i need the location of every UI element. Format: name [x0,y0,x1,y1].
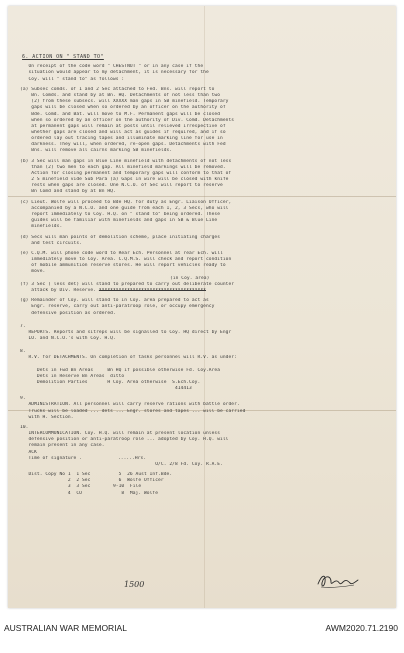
paragraph-e: (e) C.Q.M. will phone code word to Rear Ech. Personnel at rear Ech. will immediately move to Coy. Area. C.Q.M.S. will check and report condition of mobile ammunition reserve stores. He will report vehicles ready to move. [20,251,232,275]
intro-paragraph: On receipt of the code word " CHESTNUT " or in any case if the situation would appear to my detachment, it is necessary for the Coy. will " stand to" as follows : [20,64,209,82]
paragraph-a: (a) Subsec comds. of 1 and 2 Sec attached to Fed. Bns. will report to Bn. Comds. and stand by at Bn. HQ. Detachments of not less than two (2) from these subsecs. will XXXXX man gaps in SB minefield. Temporary gaps will be closed when so ordered by an officer on the authority of Bde. Comd. and Bat. will move to M.F. Permanent gaps will be closed when so ordered by an officer on the authority of Div. Comd. Detachments at permanent gaps will remain at posts until relieved irrespective of whether gaps are closed and will act as guides if required, and if so ordered lay out tracing tapes and illuminate marking line for use in darkness. They will, when ordered, re-open gaps. Detachments with Fed Bns. will remove all cairns marking SB minefields. [20,86,235,154]
paragraph-g: (g) Remainder of Coy. will stand to in Coy. area prepared to act as Engr. reserve, carry out anti-paratroop role, or occupy emergency defensive position as ordered. [20,298,215,316]
handwritten-signature [316,571,360,591]
section-10-intercommunication: 10. INTERCOMMUNICATION. Coy. H.Q. will remain at present location unless defensive position or anti-paratroop role ... adopted by Coy. H.Q. will remain present in any case. [20,425,229,449]
institution-name: AUSTRALIAN WAR MEMORIAL [4,623,127,633]
section-8-rv: 8. R.V. for DETACHMENTS. On completion of tasks personnel will R.V. as under: Dets in Fwd Bn Areas Bn HQ if possible otherwise Fd. Coy.Area Dets in Reserve Bn Areas ditto Demolition Parties H Coy. Area otherwise S.Ech.Coy. 414413 [20,349,237,391]
paragraph-d: (d) Secs will man points of demolition scheme, place initiating charges and test circuits. [20,234,221,246]
handwritten-time: 1500 [124,580,145,589]
struck-out-text: XXXXXXXXXXXXXXXXXXXXXXXXXXXXXXXXXXXXXX [98,287,206,293]
archive-footer [0,610,404,653]
document-page [8,6,396,608]
section-7-reports: 7. REPORTS. Reports and sitreps will be signalled to Coy. HQ direct by Engr LO. and N.C.O.'s with Coy. H.Q. [20,323,232,341]
handwritten-insert: (in Coy. area) [170,275,210,281]
catalogue-number: AWM2020.71.2190 [325,623,398,633]
paragraph-f: (f) 3 Sec ( less det) will stand to prepared to carry out deliberate counter attack by Div. Reserve. XXXXXXXXXXXXXXXXXXXXXXXXXXXXXXXXXXXXXX [20,281,235,293]
distribution-list: Dist. Copy No 1 1 Sec 5 26 Aust Inf.Bde. 2 2 Sec 6 Wolfe Officer 3 3 Sec 9-10 File 4 CO 8 Maj. Wolfe [20,472,173,496]
section-heading: 6. ACTION ON " STAND TO" [22,54,104,60]
paragraph-b: (b) 3 Sec will man gaps in Blue Line minefield with detachments of not less than (2) two men to each gap. All minefield markings will be removed. Action for closing permanent and temporary gaps will conform to that of 2 S minefield vide Sub Para (a) Gaps in wire will be closed with knife rests when gaps are closed. One N.C.O. of Sec will report to reserve Bn Comd and stand by at Bn HQ. [20,158,232,195]
acknowledge-line: ACK [20,449,37,455]
time-of-signature: Time of signature . ......Hrs. [20,455,147,461]
signatory-line: O/C. 2/8 Fd. Coy. R.A.E. [20,461,223,467]
paragraph-c: (c) Lieut. Wolfe will proceed to Bde HQ. for duty as Engr. Liaison Officer, accompanied by a N.C.O. and one guide from each 1, 2, 3 Secs, who will report immediately to Coy. H.Q. on " stand to" being ordered. These guides will be familiar with minefields and gaps in SB & Blue Line minefields. [20,199,232,230]
document-body [20,54,382,497]
section-9-administration: 9. ADMINISTRATION. All personnel will carry reserve rations with battle order. Trucks will be loaded ... dets ... Engr. stores and tapes ... will be carried with H. Section. [20,396,246,420]
